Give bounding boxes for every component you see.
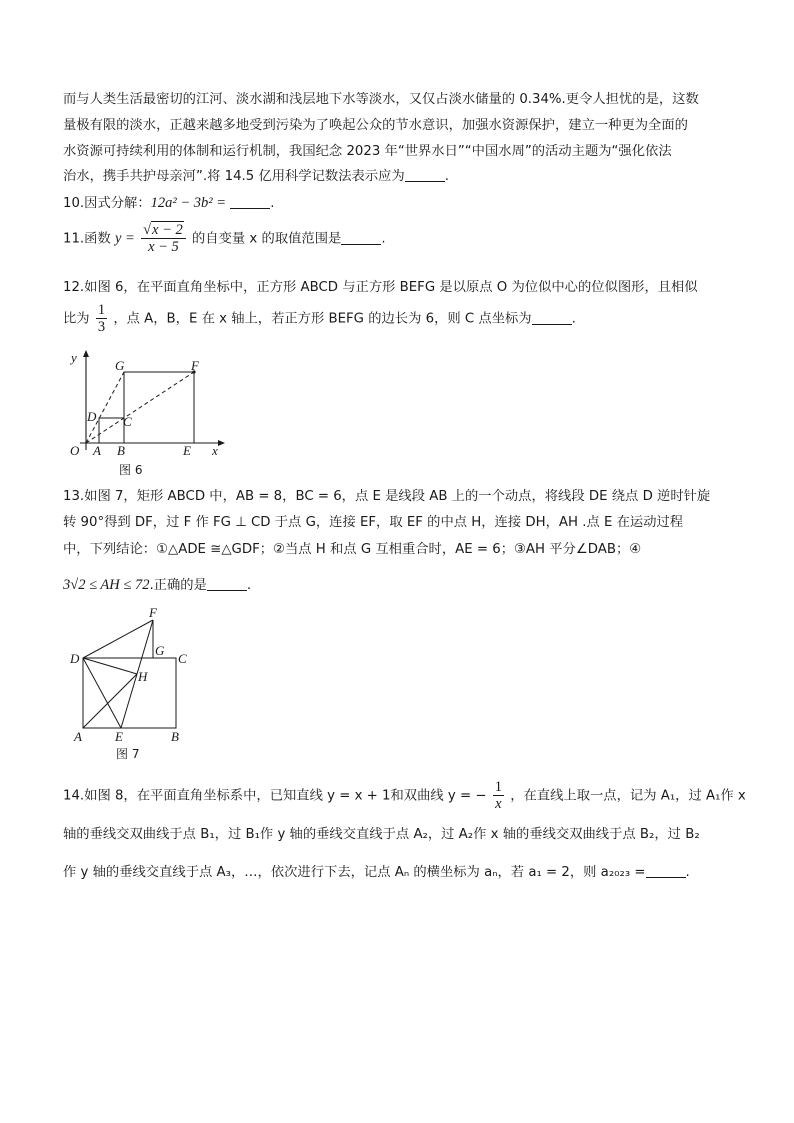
q11-numerator: x − 2: [152, 222, 183, 238]
label-c: C: [178, 651, 187, 666]
q12-ratio-numerator: 1: [97, 302, 106, 318]
q11-denominator: x − 5: [141, 238, 186, 255]
label-a: A: [93, 443, 101, 458]
intro-line-2: 量极有限的淡水，正越来越多地受到污染为了唤起公众的节水意识，加强水资源保护，建立一种更为全面的: [63, 118, 688, 133]
q13-line-2: 转 90°得到 DF，过 F 作 FG ⊥ CD 于点 G，连接 EF，取 EF 的中点 H，连接 DH，AH .点 E 在运动过程: [63, 515, 684, 530]
q14-line-3: 作 y 轴的垂线交直线于点 A₃，…，依次进行下去，记点 Aₙ 的横坐标为 aₙ，若 a₁ = 2，则 a₂₀₂₃ = .: [63, 865, 690, 880]
label-e: E: [183, 443, 191, 458]
label-b: B: [171, 729, 179, 744]
q14-fraction-numerator: 1: [494, 779, 502, 795]
question-11: 11.函数 y = $\frac{√x - 2}{x - 5}$ 的自变量 x 的取值范围是 .: [63, 222, 386, 255]
rectangle-abcd: [83, 658, 176, 728]
answer-blank: [207, 578, 247, 591]
label-o: O: [70, 443, 80, 458]
q12-line-2: 比为 $\frac{1}{3}$ ，点 A，B，E 在 x 轴上，若正方形 BEFG 的边长为 6，则 C 点坐标为 .: [63, 302, 576, 335]
label-h: H: [138, 669, 148, 684]
dashed-line-o-f: [86, 372, 194, 443]
q14-line-2: 轴的垂线交双曲线于点 B₁，过 B₁作 y 轴的垂线交直线于点 A₂，过 A₂作 x 轴的垂线交双曲线于点 B₂，过 B₂: [63, 827, 700, 842]
q11-fraction: $\frac{√x - 2}{x - 5}$: [141, 222, 186, 255]
q12-ratio-denominator: 3: [97, 319, 106, 335]
segment-dh: [83, 658, 137, 674]
label-a: A: [74, 729, 82, 744]
answer-blank: [532, 312, 572, 325]
intro-line-1: 而与人类生活最密切的江河、淡水湖和浅层地下水等淡水，又仅占淡水储量的 0.34%.更令人担忧的是，这数: [63, 92, 699, 107]
q12-line-1: 12.如图 6，在平面直角坐标中，正方形 ABCD 与正方形 BEFG 是以原点 O 为位似中心的位似图形，且相似: [63, 280, 698, 295]
figure-6: [62, 348, 232, 480]
q10-expression: 12a² − 3b² =: [150, 195, 227, 211]
label-f: F: [149, 605, 157, 620]
dashed-line-o-g: [86, 372, 124, 443]
intro-line-3: 水资源可持续利用的体制和运行机制，我国纪念 2023 年“世界水日”“中国水周”的活动主题为“强化依法: [63, 144, 672, 159]
label-y: y: [71, 350, 77, 365]
square-abcd: [99, 418, 124, 443]
q11-y-equals: y =: [114, 230, 135, 247]
q13-line-4-rest: .正确的是: [149, 578, 207, 593]
label-e: E: [115, 729, 123, 744]
answer-blank: [230, 196, 270, 209]
intro-line-4: 治水，携手共护母亲河”.将 14.5 亿用科学记数法表示应为 .: [63, 169, 449, 184]
label-x: x: [212, 443, 218, 458]
segment-df: [83, 620, 153, 658]
label-g: G: [115, 358, 125, 373]
q11-suffix: 的自变量 x 的取值范围是: [192, 231, 342, 247]
q14-fraction-denominator: x: [493, 795, 504, 812]
q14-fraction: [493, 779, 504, 812]
x-axis-arrow: [218, 440, 225, 446]
answer-blank: [405, 169, 445, 182]
q14-line-1: [63, 779, 746, 812]
q14-line-3-text: 作 y 轴的垂线交直线于点 A₃，…，依次进行下去，记点 Aₙ 的横坐标为 aₙ，若 a₁ = 2，则 a₂₀₂₃ =: [63, 865, 646, 880]
segment-de: [83, 658, 121, 728]
square-befg: [124, 372, 194, 443]
q12-ratio-fraction: [96, 302, 107, 335]
label-f: F: [191, 358, 199, 373]
q11-prefix: 11.函数: [63, 231, 111, 247]
label-b: B: [117, 443, 125, 458]
q12-ratio-prefix: 比为: [63, 311, 90, 327]
label-d: D: [87, 409, 97, 424]
figure-7: [66, 604, 196, 764]
answer-blank: [341, 232, 381, 245]
q13-line-1: 13.如图 7，矩形 ABCD 中，AB = 8，BC = 6，点 E 是线段 AB 上的一个动点，将线段 DE 绕点 D 逆时针旋: [63, 489, 711, 504]
q14-line-1-b: ，在直线上取一点，记为 A₁，过 A₁作 x: [510, 788, 746, 804]
q13-line-3: 中，下列结论：①△ADE ≅△GDF；②当点 H 和点 G 互相重合时，AE = 6；③AH 平分∠DAB；④: [63, 542, 642, 557]
intro-line-4-text: 治水，携手共护母亲河”.将 14.5 亿用科学记数法表示应为: [63, 169, 405, 184]
label-d: D: [70, 651, 80, 666]
answer-blank: [646, 865, 686, 878]
q13-line-4: 3√2 ≤ AH ≤ 72.正确的是 .: [63, 577, 252, 593]
label-g: G: [155, 643, 165, 658]
figure-6-caption: 图 6: [119, 463, 143, 477]
q13-inequality: 3√2 ≤ AH ≤ 72: [63, 577, 150, 593]
q10-prefix: 10.因式分解：: [63, 196, 151, 211]
figure-7-caption: 图 7: [116, 747, 140, 761]
q14-line-1-a: 14.如图 8，在平面直角坐标系中，已知直线 y = x + 1和双曲线 y = −: [63, 788, 487, 804]
y-axis-arrow: [83, 350, 89, 357]
question-10: 10.因式分解：12a² − 3b² = .: [63, 195, 275, 211]
label-c: C: [123, 414, 132, 429]
q12-line-2-rest: ，点 A，B，E 在 x 轴上，若正方形 BEFG 的边长为 6，则 C 点坐标为: [113, 311, 532, 327]
